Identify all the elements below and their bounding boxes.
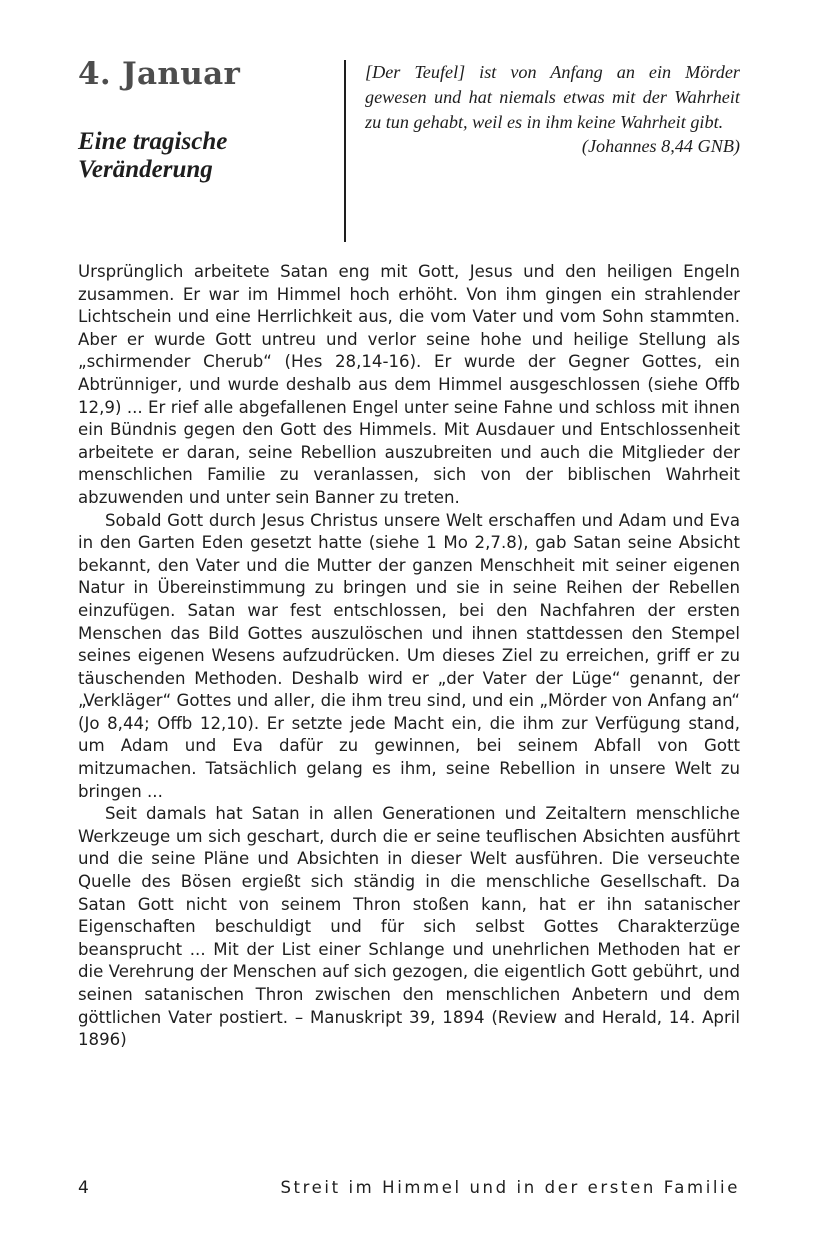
body-paragraph-2: Sobald Gott durch Jesus Christus unsere Welt erschaffen und Adam und Eva in den Garten Eden gesetzt hatte (siehe 1 Mo 2,7.8), gab Satan seine Absicht bekannt, den Vater und die Mutter der ganzen Menschheit mit seiner eigenen Natur in Übereinstimmung zu bringen und sie in seine Reihen der Rebellen einzufügen. Satan war fest entschlossen, bei den Nachfahren der ersten Menschen das Bild Gottes auszulöschen und ihnen stattdessen den Stempel seines eigenen Wesens aufzudrücken. Um dieses Ziel zu erreichen, griff er zu täuschenden Methoden. Deshalb wird er „der Vater der Lüge“ genannt, der „Verkläger“ Gottes und aller, die ihm treu sind, und ein „Mörder von Anfang an“ (Jo 8,44; Offb 12,10). Er setzte jede Macht ein, die ihm zur Verfügung stand, um Adam und Eva dafür zu gewinnen, bei seinem Abfall von Gott mitzumachen. Tatsächlich gelang es ihm, seine Rebellion in unsere Welt zu bringen ...	[78, 510, 740, 801]
motto-reference: (Johannes 8,44 GNB)	[581, 136, 740, 157]
page-number: 4	[78, 1178, 89, 1198]
motto-text: [Der Teufel] ist von Anfang an ein Mörder gewesen und hat niemals etwas mit der Wahrheit zu tun gehabt, weil es in ihm keine Wahrheit gibt.	[365, 62, 740, 132]
page-date-heading: 4. Januar	[78, 56, 241, 92]
body-paragraph-1: Ursprünglich arbeitete Satan eng mit Gott, Jesus und den heiligen Engeln zusammen. Er war im Himmel hoch erhöht. Von ihm gingen ein strahlender Lichtschein und eine Herrlichkeit aus, die vom Vater und vom Sohn stammten. Aber er wurde Gott untreu und verlor seine hohe und heilige Stellung als „schirmender Cherub“ (Hes 28,14-16). Er wurde der Gegner Gottes, ein Abtrünniger, und wurde deshalb aus dem Himmel ausgeschlossen (siehe Offb 12,9) ... Er rief alle abgefallenen Engel unter seine Fahne und schloss mit ihnen ein Bündnis gegen den Gott des Himmels. Mit Ausdauer und Entschlossenheit arbeitete er daran, seine Rebellion auszubreiten und auch die Mitglieder der menschlichen Familie zu veranlassen, sich von der biblischen Wahrheit abzuwenden und unter sein Banner zu treten.	[78, 262, 740, 507]
running-footer-title: Streit im Himmel und in der ersten Familie	[280, 1178, 740, 1197]
motto-quote	[365, 60, 740, 159]
body-paragraph-3: Seit damals hat Satan in allen Generationen und Zeitaltern menschliche Werkzeuge um sich geschart, durch die er seine teuflischen Absichten ausführt und die seine Pläne und Absichten in dieser Welt ausführen. Die verseuchte Quelle des Bösen ergießt sich ständig in die menschliche Gesellschaft. Da Satan Gott nicht von seinem Thron stoßen kann, hat er ihn satanischer Eigenschaften beschuldigt und für sich selbst Gottes Charakterzüge beansprucht ... Mit der List einer Schlange und unehrlichen Methoden hat er die Verehrung der Menschen auf sich gezogen, die eigentlich Gott gebührt, und seinen satanischen Thron zwischen den menschlichen Anbetern und dem göttlichen Vater postiert. – Manuskript 39, 1894 (Review and Herald, 14. April 1896)	[78, 804, 740, 1050]
devotional-title	[78, 128, 318, 184]
devotional-title-line-1: Eine tragische	[78, 128, 228, 155]
motto-divider-rule	[344, 60, 346, 242]
devotional-body	[78, 261, 740, 1052]
devotional-title-line-2: Veränderung	[78, 156, 213, 183]
